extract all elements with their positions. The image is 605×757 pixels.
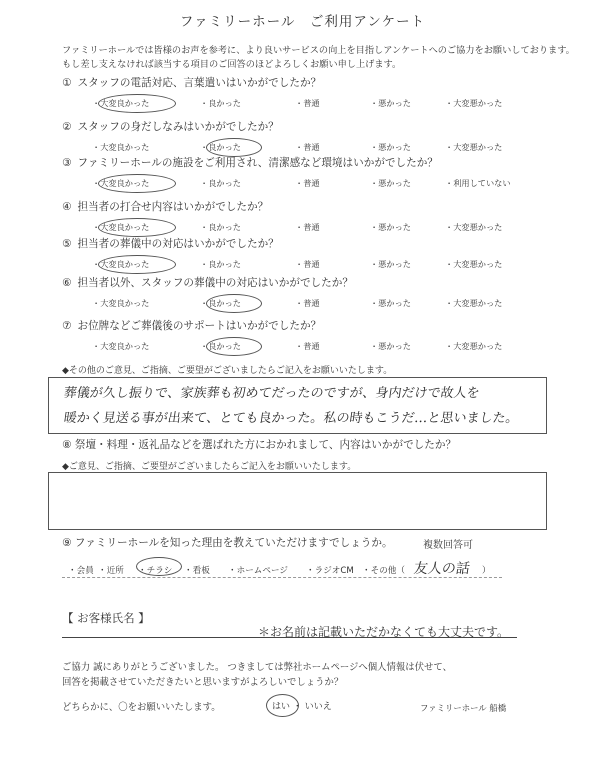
comment2-label: ◆ご意見、ご指摘、ご要望がございましたらご記入をお願いいたします。 bbox=[62, 462, 357, 472]
consent-prompt: どちらかに、〇をお願いいたします。 bbox=[62, 702, 221, 713]
multi-answer-note: 複数回答可 bbox=[423, 540, 473, 551]
question-2 bbox=[62, 119, 279, 134]
source-underline bbox=[62, 577, 502, 578]
question-4-option-1[interactable]: ・良かった bbox=[200, 222, 241, 232]
question-number: ③ bbox=[62, 157, 72, 169]
question-number: ① bbox=[62, 77, 72, 89]
question-text: お位牌などご葬儀後のサポートはいかがでしたか？ bbox=[77, 320, 322, 332]
question-6-option-4[interactable]: ・大変悪かった bbox=[445, 298, 503, 308]
question-1-option-2[interactable]: ・普通 bbox=[295, 98, 320, 108]
question-text: 担当者以外、スタッフの葬儀中の対応はいかがでしたか？ bbox=[77, 277, 353, 289]
source-option-4[interactable]: ・ホームページ bbox=[228, 566, 288, 576]
question-5-option-1[interactable]: ・良かった bbox=[200, 259, 241, 269]
question-1-option-0[interactable]: ・大変良かった bbox=[92, 98, 150, 108]
question-9: ⑨ ファミリーホールを知った理由を教えていただけますでしょうか。 bbox=[62, 537, 393, 549]
selection-circle-q5 bbox=[98, 255, 176, 274]
selection-circle-q4 bbox=[98, 218, 176, 237]
question-4-option-4[interactable]: ・大変悪かった bbox=[445, 222, 503, 232]
name-note: ＊お名前は記載いただかなくても大丈夫です。 bbox=[258, 625, 510, 639]
question-number: ⑤ bbox=[62, 238, 72, 250]
question-2-option-4[interactable]: ・大変悪かった bbox=[445, 142, 503, 152]
question-3-option-4[interactable]: ・利用していない bbox=[445, 178, 511, 188]
question-6-option-1[interactable]: ・良かった bbox=[200, 298, 241, 308]
question-3-option-3[interactable]: ・悪かった bbox=[370, 178, 411, 188]
source-other-close: ） bbox=[482, 566, 491, 576]
question-5-option-3[interactable]: ・悪かった bbox=[370, 259, 411, 269]
question-5-option-2[interactable]: ・普通 bbox=[295, 259, 320, 269]
comment-handwriting-2: 暖かく見送る事が出来て、とても良かった。私の時もこうだ…と思いました。 bbox=[62, 411, 520, 426]
question-5-option-4[interactable]: ・大変悪かった bbox=[445, 259, 503, 269]
customer-name-label: 【 お客様氏名 】 bbox=[62, 611, 150, 625]
question-4 bbox=[62, 199, 268, 214]
comment2-box[interactable] bbox=[48, 472, 547, 530]
selection-circle-q1 bbox=[98, 94, 176, 113]
question-1-option-1[interactable]: ・良かった bbox=[200, 98, 241, 108]
question-7-option-0[interactable]: ・大変良かった bbox=[92, 341, 150, 351]
question-3-option-1[interactable]: ・良かった bbox=[200, 178, 241, 188]
question-6-option-2[interactable]: ・普通 bbox=[295, 298, 320, 308]
question-6 bbox=[62, 275, 353, 290]
question-7-option-1[interactable]: ・良かった bbox=[200, 341, 241, 351]
selection-circle-q7 bbox=[206, 337, 262, 356]
thanks-text bbox=[62, 660, 452, 690]
question-7 bbox=[62, 318, 321, 333]
question-1-option-3[interactable]: ・悪かった bbox=[370, 98, 411, 108]
selection-circle-source bbox=[136, 557, 182, 576]
consent-separator: ・ bbox=[292, 702, 302, 712]
source-option-2[interactable]: ・チラシ bbox=[138, 566, 173, 576]
question-2-option-3[interactable]: ・悪かった bbox=[370, 142, 411, 152]
question-1-option-4[interactable]: ・大変悪かった bbox=[445, 98, 503, 108]
question-8-text: 祭壇・料理・返礼品などを選ばれた方におかれまして、内容はいかがでしたか？ bbox=[74, 439, 457, 451]
thanks-line-2: 回答を掲載させていただきたいと思いますがよろしいでしょうか？ bbox=[62, 677, 344, 688]
question-3-option-0[interactable]: ・大変良かった bbox=[92, 178, 150, 188]
question-6-option-3[interactable]: ・悪かった bbox=[370, 298, 411, 308]
question-text: スタッフの身だしなみはいかがでしたか？ bbox=[77, 121, 279, 133]
question-2-option-2[interactable]: ・普通 bbox=[295, 142, 320, 152]
question-4-option-0[interactable]: ・大変良かった bbox=[92, 222, 150, 232]
intro-line-2: もし差し支えなければ該当する項目のご回答のほどよろしくお願い申し上げます。 bbox=[62, 59, 402, 70]
question-5-option-0[interactable]: ・大変良かった bbox=[92, 259, 150, 269]
consent-no[interactable]: いいえ bbox=[304, 702, 332, 712]
question-number: ⑦ bbox=[62, 320, 72, 332]
other-answer-handwriting: 友人の話 bbox=[412, 561, 471, 577]
signature: ファミリーホール 船橋 bbox=[420, 703, 507, 713]
comment-handwriting-1: 葬儀が久し振りで、家族葬も初めてだったのですが、身内だけで故人を bbox=[62, 386, 481, 401]
question-text: 担当者の打合せ内容はいかがでしたか？ bbox=[77, 201, 269, 213]
thanks-line-1: ご協力 誠にありがとうございました。 つきましては弊社ホームページへ個人情報は伏せて、 bbox=[62, 662, 452, 673]
question-9-text: ファミリーホールを知った理由を教えていただけますでしょうか。 bbox=[74, 537, 393, 549]
selection-circle-consent bbox=[266, 694, 299, 717]
question-1 bbox=[62, 75, 321, 90]
question-7-option-4[interactable]: ・大変悪かった bbox=[445, 341, 503, 351]
question-6-option-0[interactable]: ・大変良かった bbox=[92, 298, 150, 308]
question-number: ④ bbox=[62, 201, 72, 213]
intro-text bbox=[62, 44, 575, 72]
question-8: ⑧ 祭壇・料理・返礼品などを選ばれた方におかれまして、内容はいかがでしたか？ bbox=[62, 439, 457, 451]
question-2-option-0[interactable]: ・大変良かった bbox=[92, 142, 150, 152]
comment-label: ◆その他のご意見、ご指摘、ご要望がございましたらご記入をお願いいたします。 bbox=[62, 366, 393, 376]
question-number: ⑥ bbox=[62, 277, 72, 289]
question-3-option-2[interactable]: ・普通 bbox=[295, 178, 320, 188]
source-option-3[interactable]: ・看板 bbox=[184, 566, 210, 576]
source-option-5[interactable]: ・ラジオCM bbox=[306, 566, 354, 576]
question-7-option-2[interactable]: ・普通 bbox=[295, 341, 320, 351]
question-3 bbox=[62, 155, 438, 170]
question-4-option-2[interactable]: ・普通 bbox=[295, 222, 320, 232]
question-7-option-3[interactable]: ・悪かった bbox=[370, 341, 411, 351]
question-2-option-1[interactable]: ・良かった bbox=[200, 142, 241, 152]
source-option-1[interactable]: ・近所 bbox=[98, 566, 124, 576]
consent-yes[interactable]: はい bbox=[272, 702, 291, 712]
question-4-option-3[interactable]: ・悪かった bbox=[370, 222, 411, 232]
source-option-6[interactable]: ・その他（ bbox=[362, 566, 405, 576]
question-text: 担当者の葬儀中の対応はいかがでしたか？ bbox=[77, 238, 279, 250]
selection-circle-q3 bbox=[98, 174, 176, 193]
page-title: ファミリーホール ご利用アンケート bbox=[179, 14, 426, 30]
source-option-0[interactable]: ・会員 bbox=[68, 566, 94, 576]
intro-line-1: ファミリーホールでは皆様のお声を参考に、より良いサービスの向上を目指しアンケートへのご協力をお願いしております。 bbox=[62, 45, 575, 56]
question-number: ② bbox=[62, 121, 72, 133]
question-5 bbox=[62, 236, 279, 251]
question-text: スタッフの電話対応、言葉遣いはいかがでしたか？ bbox=[77, 77, 322, 89]
selection-circle-q6 bbox=[206, 294, 262, 313]
question-text: ファミリーホールの施設をご利用され、清潔感など環境はいかがでしたか？ bbox=[77, 157, 438, 169]
